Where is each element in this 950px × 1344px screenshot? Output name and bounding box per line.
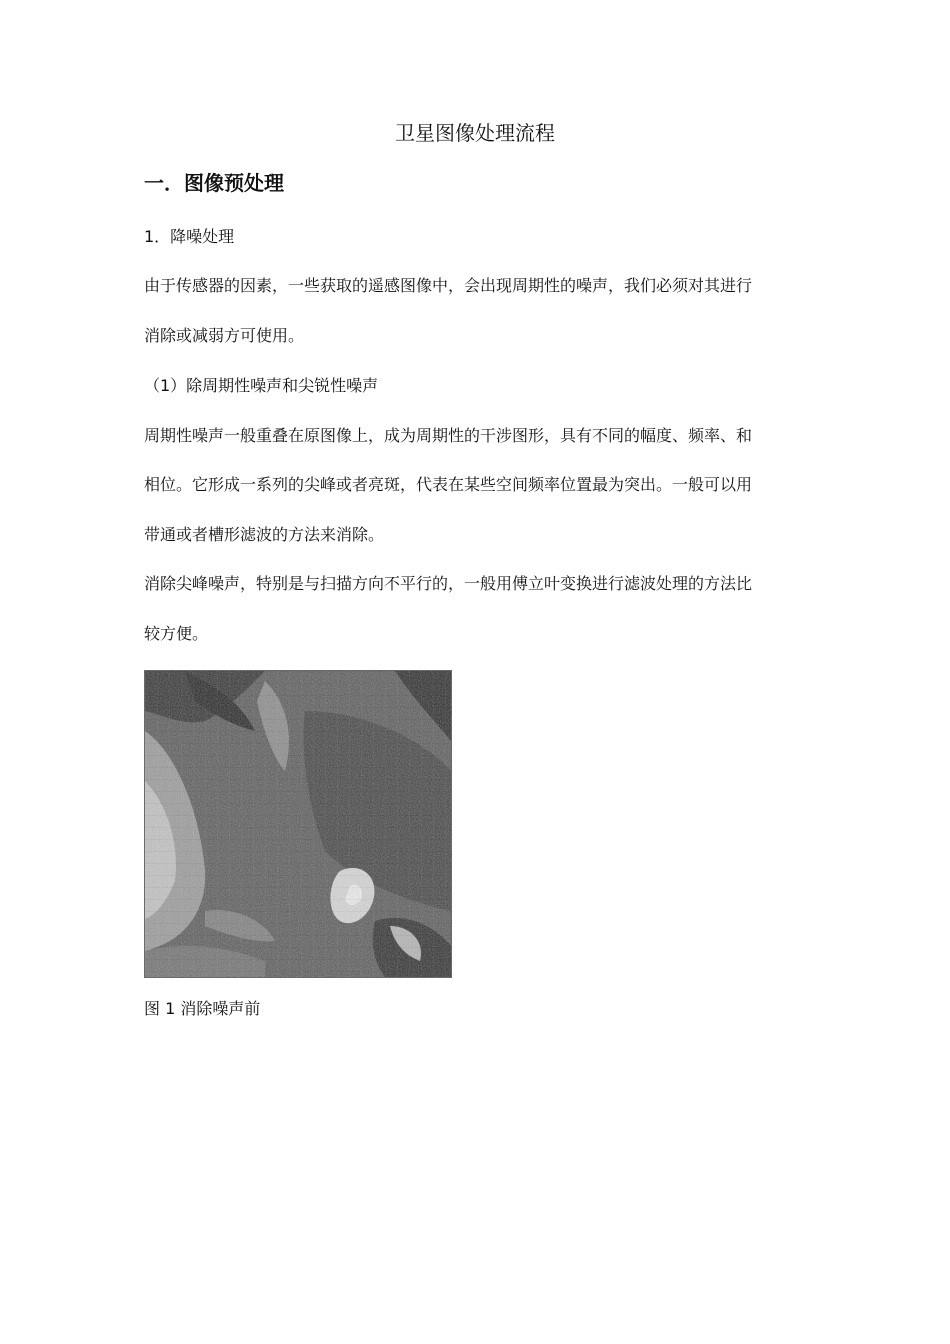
paragraph-line: 消除尖峰噪声，特别是与扫描方向不平行的，一般用傅立叶变换进行滤波处理的方法比 xyxy=(144,574,753,593)
paragraph-line: 由于传感器的因素，一些获取的遥感图像中，会出现周期性的噪声，我们必须对其进行 xyxy=(144,276,753,295)
paragraph-line: 较方便。 xyxy=(144,624,209,643)
satellite-image-figure xyxy=(144,670,452,978)
paragraph-line: 消除或减弱方可使用。 xyxy=(144,326,305,345)
subsection-heading-denoise: 1．降噪处理 xyxy=(144,227,235,246)
document-title: 卫星图像处理流程 xyxy=(395,121,555,145)
satellite-noisy-image xyxy=(145,671,451,977)
paragraph-line: 相位。它形成一系列的尖峰或者亮斑，代表在某些空间频率位置最为突出。一般可以用 xyxy=(144,475,753,494)
section-heading-preprocessing: 一．图像预处理 xyxy=(144,171,284,195)
paragraph-line: 带通或者槽形滤波的方法来消除。 xyxy=(144,525,385,544)
figure-caption: 图 1 消除噪声前 xyxy=(144,999,261,1018)
subsection-heading-periodic-noise: （1）除周期性噪声和尖锐性噪声 xyxy=(144,376,379,395)
paragraph-line: 周期性噪声一般重叠在原图像上，成为周期性的干涉图形，具有不同的幅度、频率、和 xyxy=(144,426,753,445)
